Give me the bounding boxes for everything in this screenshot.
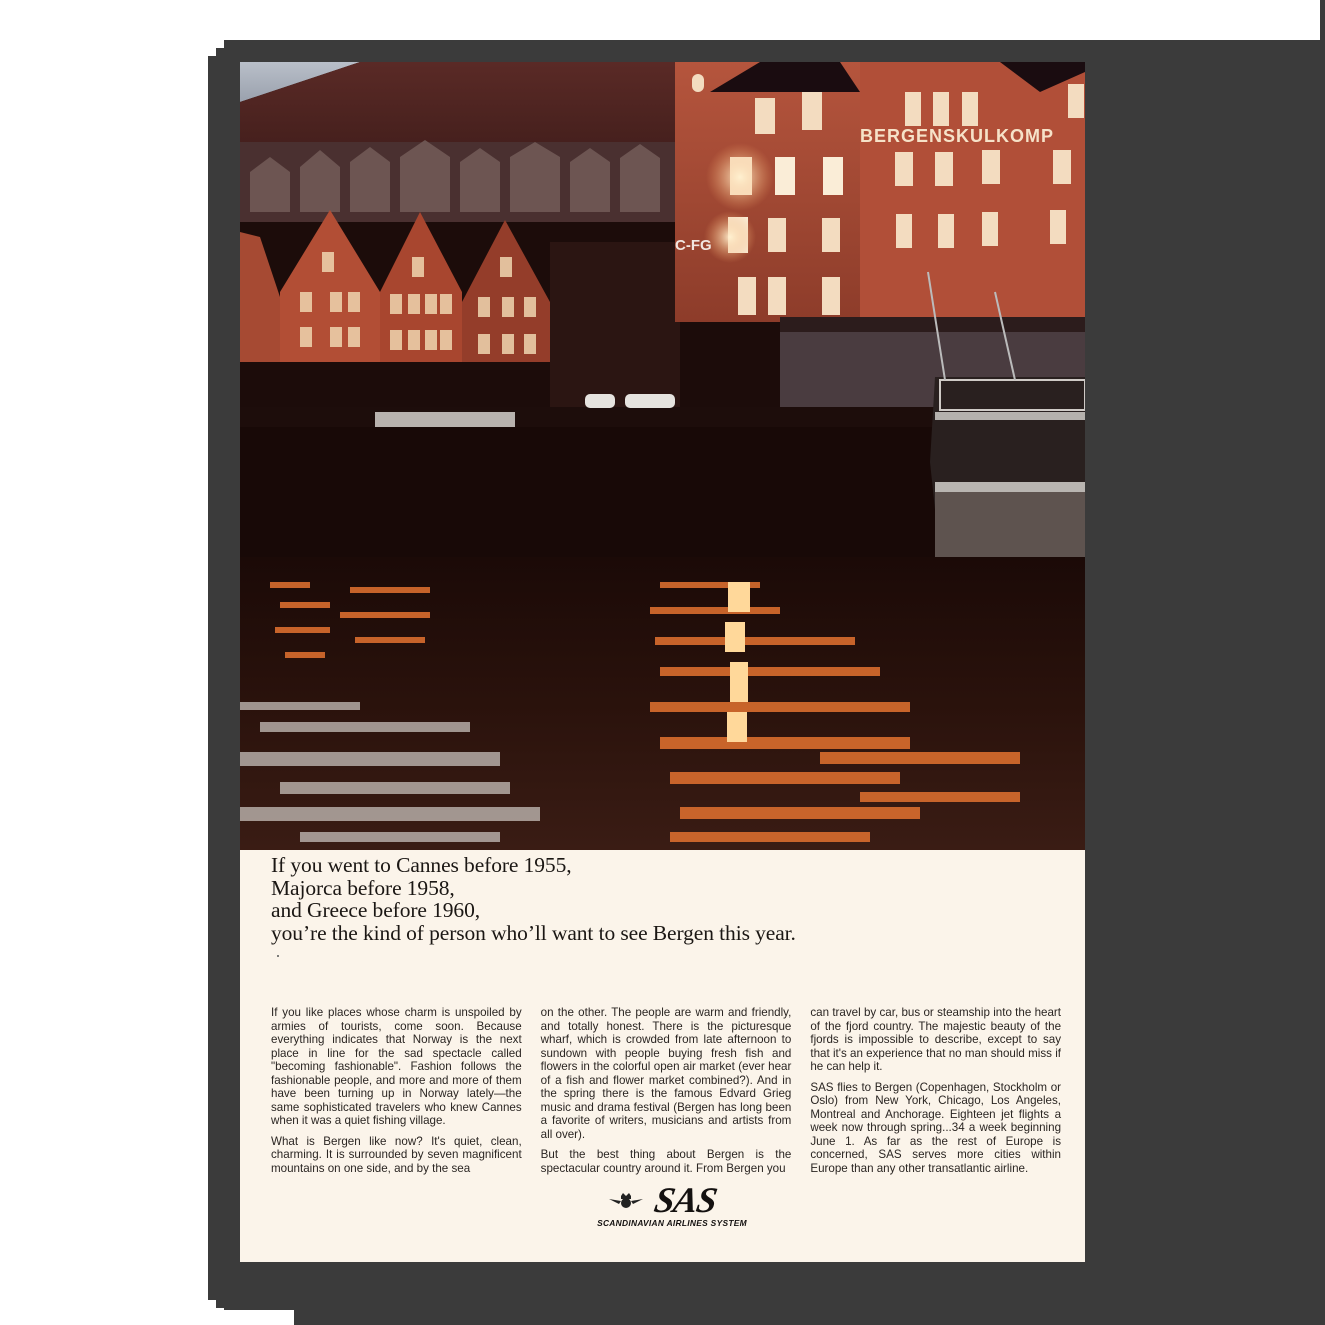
svg-text:BERGENSKULKOMP: BERGENSKULKOMP — [860, 126, 1055, 146]
sas-wordmark: SAS — [651, 1180, 721, 1220]
body-paragraph: If you like places whose charm is unspoiled by armies of tourists, come soon. Because everything indicates that Norway is the next place in line for the sad spectacle called "becoming fashionable". Fashion follows the fashionable people, and more and more of them have been turning up in Norway lately—the same sophisticated travelers who knew Cannes when it was a quiet fishing village. — [271, 1006, 522, 1128]
headline-line: Majorca before 1958, — [271, 875, 455, 900]
frame-edge — [1320, 0, 1325, 40]
background-margin — [0, 1310, 294, 1325]
sas-logo — [587, 1182, 757, 1232]
headline-line: you’re the kind of person who’ll want to see Bergen this year. — [271, 920, 796, 945]
body-column-1 — [271, 1006, 522, 1183]
body-copy — [271, 1006, 1061, 1183]
body-paragraph: SAS flies to Bergen (Copenhagen, Stockholm or Oslo) from New York, Chicago, Los Angeles, Montreal and Anchorage. Eighteen jet flights a week now through spring...34 a week beginning June 1. As far as the rest of Europe is concerned, SAS serves more cities within Europe than any other transatlantic airline. — [810, 1080, 1062, 1176]
headline — [271, 854, 1071, 944]
bergen-harbor-photo — [240, 62, 1085, 850]
headline-line: and Greece before 1960, — [271, 898, 481, 922]
body-column-3 — [810, 1006, 1061, 1183]
body-paragraph: on the other. The people are warm and friendly, and totally honest. There is the picturesque wharf, which is crowded from late afternoon to sundown with people buying fresh fish and flowers in the colorful open air market (ever hear of a fish and flower market combined?). And in the spring there is the famous Edvard Grieg music and drama festival (Bergen has long been a favorite of writers, musicians and artists from all over). — [540, 1006, 792, 1141]
body-paragraph: But the best thing about Bergen is the spectacular country around it. From Bergen you — [540, 1148, 792, 1176]
winged-crown-icon — [609, 1192, 643, 1215]
frame-edge — [208, 56, 218, 1300]
body-paragraph: What is Bergen like now? It's quiet, clean, charming. It is surrounded by seven magnificent mountains on one side, and by the sea — [271, 1134, 522, 1176]
magazine-ad-page — [240, 62, 1085, 1262]
body-column-2 — [541, 1006, 792, 1183]
headline-line: If you went to Cannes before 1955, — [271, 853, 572, 877]
sas-tagline: SCANDINAVIAN AIRLINES SYSTEM — [597, 1218, 747, 1228]
body-paragraph: can travel by car, bus or steamship into the heart of the fjord country. The majestic beauty of the fjords is impossible to describe, except to say that it's an experience that no man should miss if he can help it. — [810, 1006, 1062, 1074]
print-speck — [277, 955, 279, 957]
svg-text:C-FG: C-FG — [675, 237, 712, 254]
